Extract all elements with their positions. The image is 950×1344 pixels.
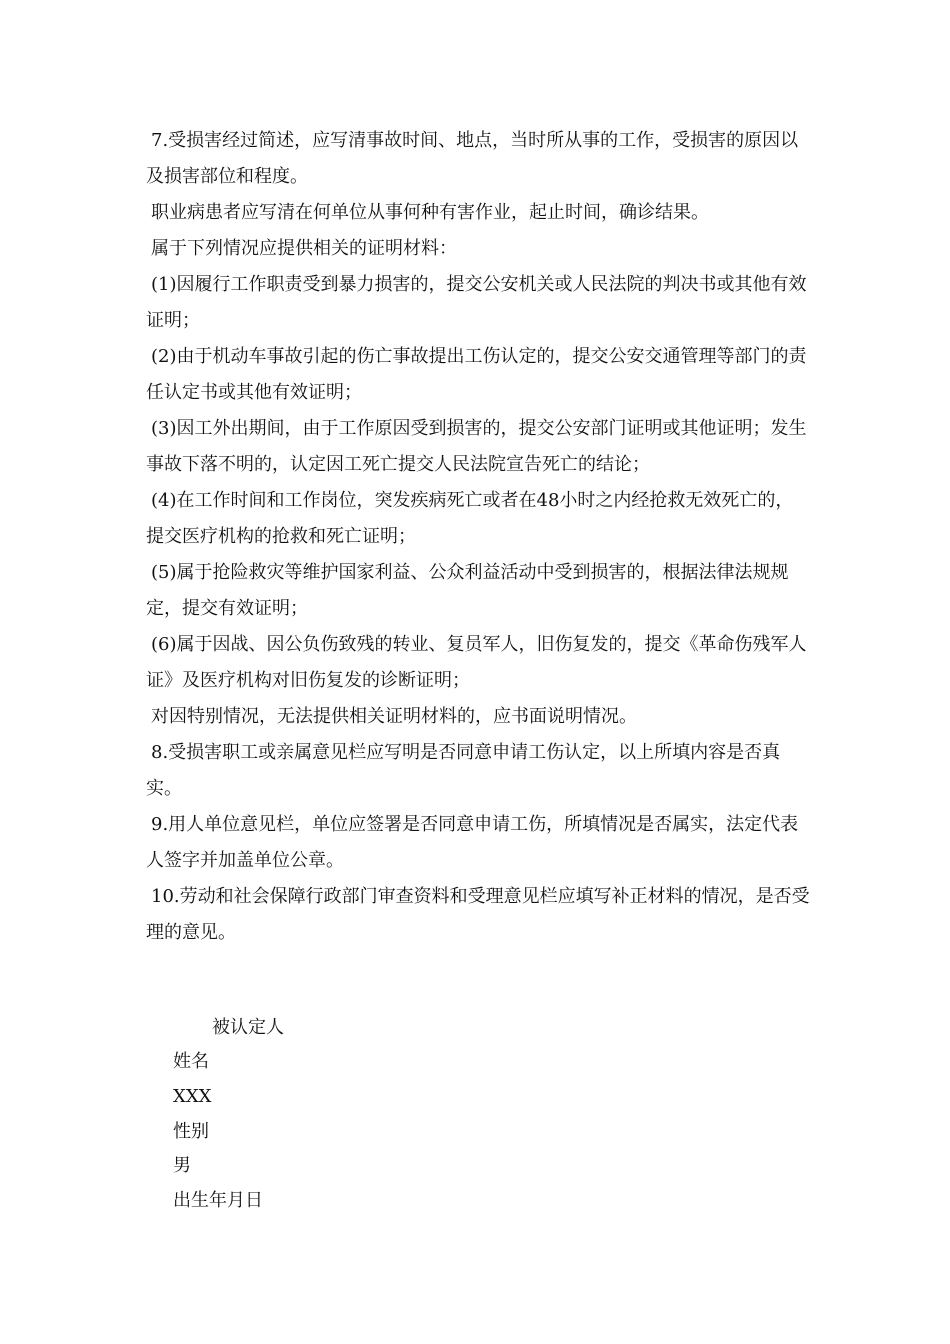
paragraph-item-8: 8.受损害职工或亲属意见栏应写明是否同意申请工伤认定，以上所填内容是否真实。 bbox=[146, 742, 781, 799]
paragraph-item-7: 7.受损害经过简述，应写清事故时间、地点，当时所从事的工作，受损害的原因以及损害部位和程度。 bbox=[146, 130, 799, 187]
name-value: XXX bbox=[173, 1086, 212, 1107]
gender-label: 性别 bbox=[173, 1121, 209, 1142]
paragraph-case-3: (3)因工外出期间，由于工作原因受到损害的，提交公安部门证明或其他证明；发生事故下落不明的，认定因工死亡提交人民法院宣告死亡的结论； bbox=[146, 418, 807, 475]
paragraph-special-cases: 对因特别情况，无法提供相关证明材料的，应书面说明情况。 bbox=[151, 706, 637, 727]
paragraph-item-10: 10.劳动和社会保障行政部门审查资料和受理意见栏应填写补正材料的情况，是否受理的意见。 bbox=[146, 886, 810, 943]
paragraph-case-4: (4)在工作时间和工作岗位，突发疾病死亡或者在48小时之内经抢救无效死亡的，提交医疗机构的抢救和死亡证明； bbox=[146, 490, 794, 547]
name-label: 姓名 bbox=[173, 1051, 209, 1072]
birth-label: 出生年月日 bbox=[173, 1190, 263, 1211]
gender-value: 男 bbox=[173, 1155, 191, 1176]
paragraph-case-1: (1)因履行工作职责受到暴力损害的，提交公安机关或人民法院的判决书或其他有效证明； bbox=[146, 274, 807, 331]
paragraph-case-2: (2)由于机动车事故引起的伤亡事故提出工伤认定的，提交公安交通管理等部门的责任认定书或其他有效证明； bbox=[146, 346, 807, 403]
section-title: 被认定人 bbox=[212, 1017, 284, 1038]
paragraph-case-6: (6)属于因战、因公负伤致残的转业、复员军人，旧伤复发的，提交《革命伤残军人证》及医疗机构对旧伤复发的诊断证明； bbox=[146, 634, 807, 691]
paragraph-required-materials: 属于下列情况应提供相关的证明材料： bbox=[151, 238, 457, 259]
instructions-text bbox=[146, 123, 810, 951]
paragraph-occupational-disease: 职业病患者应写清在何单位从事何种有害作业，起止时间，确诊结果。 bbox=[151, 202, 709, 223]
paragraph-item-9: 9.用人单位意见栏，单位应签署是否同意申请工伤，所填情况是否属实，法定代表人签字并加盖单位公章。 bbox=[146, 814, 799, 871]
paragraph-case-5: (5)属于抢险救灾等维护国家利益、公众利益活动中受到损害的，根据法律法规规定，提交有效证明； bbox=[146, 562, 789, 619]
